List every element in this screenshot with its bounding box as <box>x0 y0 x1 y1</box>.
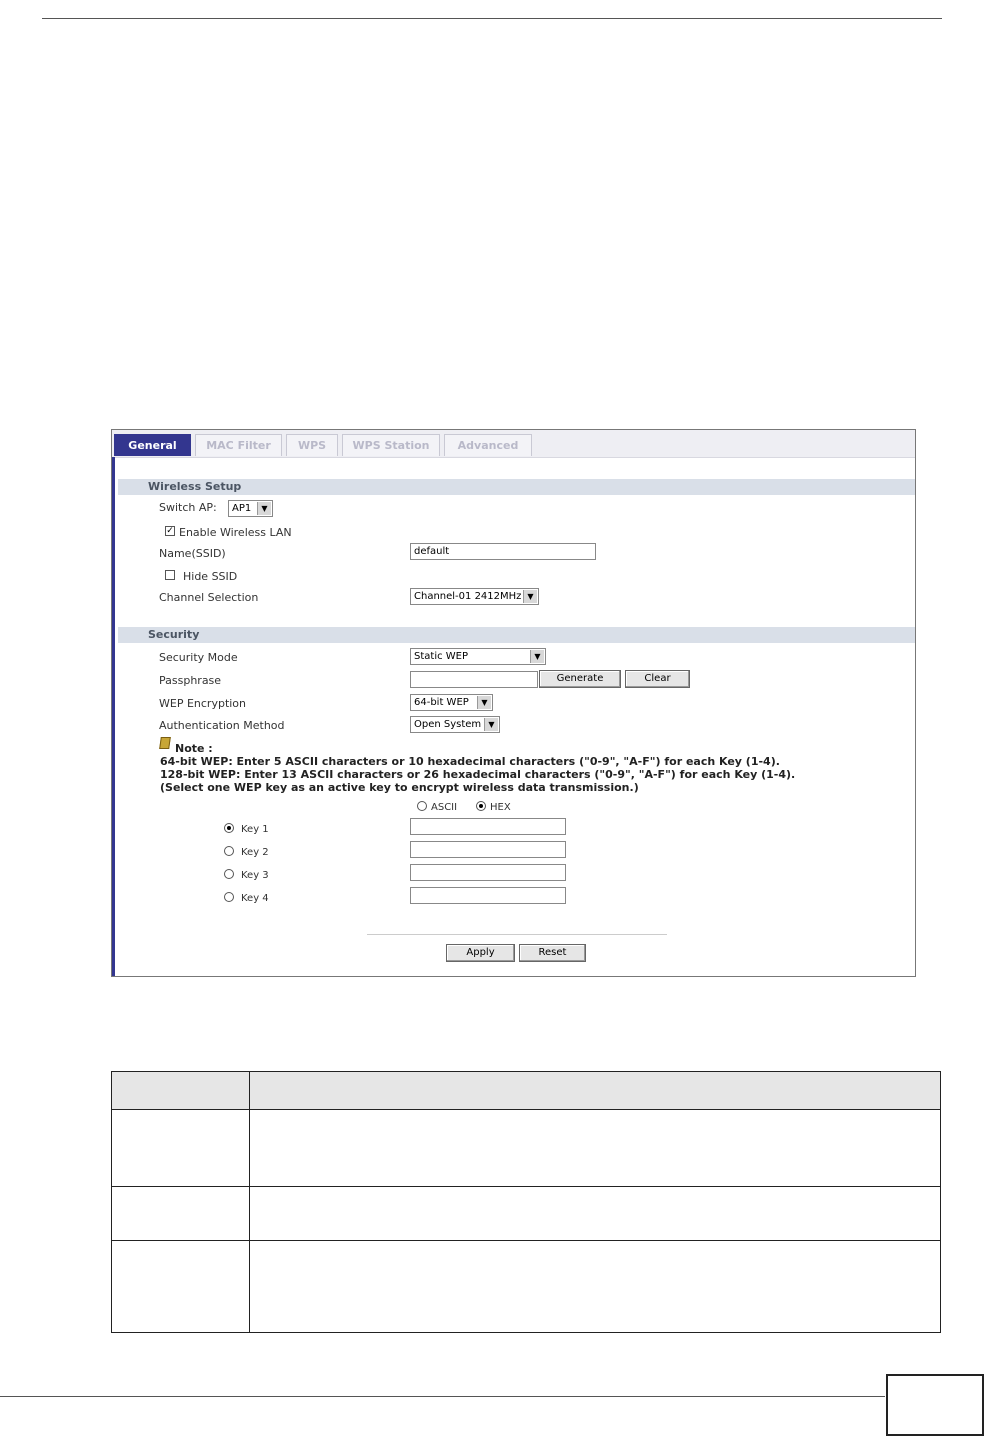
hide-ssid-checkbox[interactable] <box>165 570 175 580</box>
table-header-cell <box>250 1072 941 1110</box>
auth-method-value: Open System <box>414 719 482 730</box>
channel-value: Channel-01 2412MHz <box>414 591 522 602</box>
switch-ap-value: AP1 <box>232 503 252 514</box>
key1-label: Key 1 <box>241 824 269 835</box>
key2-input[interactable] <box>410 841 566 858</box>
wireless-setup-header <box>118 479 915 495</box>
channel-label: Channel Selection <box>159 591 259 604</box>
key4-label: Key 4 <box>241 893 269 904</box>
security-header <box>118 627 915 643</box>
security-mode-label: Security Mode <box>159 651 238 664</box>
security-mode-value: Static WEP <box>414 651 469 662</box>
table-cell <box>112 1241 250 1333</box>
table-row <box>112 1187 941 1241</box>
key3-label: Key 3 <box>241 870 269 881</box>
panel-left-accent <box>112 457 115 977</box>
table-row <box>112 1110 941 1187</box>
ssid-label: Name(SSID) <box>159 547 226 560</box>
key2-radio[interactable] <box>224 846 234 856</box>
channel-select[interactable] <box>410 588 539 605</box>
enable-wlan-checkbox[interactable]: ✓ <box>166 526 174 536</box>
clear-button[interactable]: Clear <box>625 670 690 688</box>
key4-radio[interactable] <box>224 892 234 902</box>
chevron-down-icon: ▼ <box>484 718 498 731</box>
security-title: Security <box>148 628 200 641</box>
description-table <box>111 1071 941 1333</box>
chevron-down-icon: ▼ <box>257 502 271 515</box>
tab-wps-station[interactable]: WPS Station <box>342 434 440 456</box>
header-rule <box>42 18 942 19</box>
format-hex-label: HEX <box>490 802 511 813</box>
reset-button[interactable]: Reset <box>519 944 586 962</box>
table-cell <box>250 1187 941 1241</box>
tab-bar <box>112 430 915 458</box>
wep-encryption-select[interactable] <box>410 694 493 711</box>
apply-button[interactable]: Apply <box>446 944 515 962</box>
key1-input[interactable] <box>410 818 566 835</box>
table-cell <box>112 1187 250 1241</box>
auth-method-label: Authentication Method <box>159 719 285 732</box>
passphrase-label: Passphrase <box>159 674 222 687</box>
chevron-down-icon: ▼ <box>530 650 544 663</box>
note-icon <box>159 737 171 749</box>
key4-input[interactable] <box>410 887 566 904</box>
tab-mac-filter[interactable]: MAC Filter <box>195 434 282 456</box>
ssid-input[interactable]: default <box>410 543 596 560</box>
note-line-64bit: 64-bit WEP: Enter 5 ASCII characters or 10 hexadecimal characters ("0-9", "A-F") for each Key (1-4). <box>160 755 780 768</box>
key3-radio[interactable] <box>224 869 234 879</box>
wireless-general-panel <box>111 429 916 977</box>
key3-input[interactable] <box>410 864 566 881</box>
switch-ap-label: Switch AP: <box>159 501 217 514</box>
table-header-cell <box>112 1072 250 1110</box>
wireless-setup-title: Wireless Setup <box>148 480 242 493</box>
page-number-box <box>886 1374 984 1436</box>
enable-wlan-label: Enable Wireless LAN <box>179 526 292 539</box>
format-ascii-label: ASCII <box>431 802 458 813</box>
switch-ap-select[interactable] <box>228 500 273 517</box>
chevron-down-icon: ▼ <box>523 590 537 603</box>
security-mode-select[interactable] <box>410 648 546 665</box>
format-ascii-radio[interactable] <box>417 801 427 811</box>
chevron-down-icon: ▼ <box>477 696 491 709</box>
hide-ssid-label: Hide SSID <box>183 570 238 583</box>
wep-encryption-value: 64-bit WEP <box>414 697 469 708</box>
tab-general[interactable]: General <box>114 434 191 456</box>
key2-label: Key 2 <box>241 847 269 858</box>
key1-radio[interactable] <box>224 823 234 833</box>
auth-method-select[interactable] <box>410 716 500 733</box>
table-cell <box>112 1110 250 1187</box>
tab-advanced[interactable]: Advanced <box>444 434 532 456</box>
note-line-select: (Select one WEP key as an active key to encrypt wireless data transmission.) <box>160 781 639 794</box>
note-line-128bit: 128-bit WEP: Enter 13 ASCII characters or 26 hexadecimal characters ("0-9", "A-F") for each Key (1-4). <box>160 768 796 781</box>
table-cell <box>250 1110 941 1187</box>
button-separator <box>367 934 667 935</box>
table-row <box>112 1241 941 1333</box>
table-header-row <box>112 1072 941 1110</box>
footer-rule <box>0 1396 885 1397</box>
format-hex-radio[interactable] <box>476 801 486 811</box>
generate-button[interactable]: Generate <box>539 670 621 688</box>
passphrase-input[interactable] <box>410 671 538 688</box>
wep-encryption-label: WEP Encryption <box>159 697 247 710</box>
table-cell <box>250 1241 941 1333</box>
note-title: Note : <box>175 742 213 755</box>
tab-wps[interactable]: WPS <box>286 434 338 456</box>
